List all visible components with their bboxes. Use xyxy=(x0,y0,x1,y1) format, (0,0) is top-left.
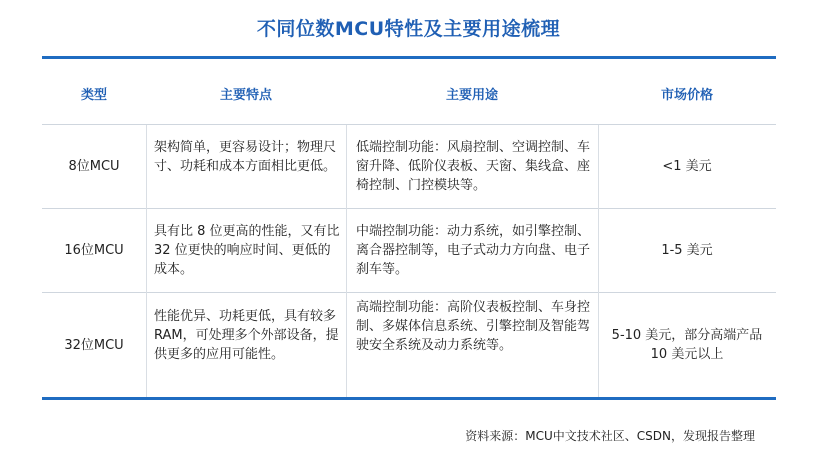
row-separator xyxy=(42,124,776,125)
source-note: 资料来源：MCU中文技术社区、CSDN，发现报告整理 xyxy=(465,429,755,443)
cell-uses: 高端控制功能：高阶仪表板控制、车身控制、多媒体信息系统、引擎控制及智能驾驶安全系统及动力系统等。 xyxy=(356,300,591,353)
cell-type: 8位MCU xyxy=(68,159,120,174)
cell-features: 具有比 8 位更高的性能，又有比 32 位更快的响应时间、更低的成本。 xyxy=(154,224,340,277)
table-bottom-rule xyxy=(42,397,776,400)
column-separator xyxy=(146,125,147,397)
cell-features: 架构简单，更容易设计；物理尺寸、功耗和成本方面相比更低。 xyxy=(154,140,337,174)
header-price: 市场价格 xyxy=(660,88,713,103)
cell-features: 性能优异、功耗更低，具有较多 RAM，可处理多个外部设备，提供更多的应用可能性。 xyxy=(154,309,339,362)
cell-type: 32位MCU xyxy=(64,338,124,353)
header-uses: 主要用途 xyxy=(445,88,498,103)
cell-price: 5-10 美元，部分高端产品 10 美元以上 xyxy=(611,328,763,362)
header-features: 主要特点 xyxy=(219,88,272,103)
row-separator xyxy=(42,208,776,209)
cell-type: 16位MCU xyxy=(64,243,124,258)
column-separator xyxy=(346,125,347,397)
header-type: 类型 xyxy=(80,88,107,103)
cell-uses: 中端控制功能：动力系统，如引擎控制、离合器控制等，电子式动力方向盘、电子刹车等。 xyxy=(356,224,591,277)
cell-price: <1 美元 xyxy=(662,159,712,174)
row-separator xyxy=(42,292,776,293)
cell-price: 1-5 美元 xyxy=(661,243,713,258)
cell-uses: 低端控制功能：风扇控制、空调控制、车窗升降、低阶仪表板、天窗、集线盒、座椅控制、门控模块等。 xyxy=(356,140,591,193)
page-title: 不同位数MCU特性及主要用途梳理 xyxy=(256,18,561,40)
table-top-rule xyxy=(42,56,776,59)
